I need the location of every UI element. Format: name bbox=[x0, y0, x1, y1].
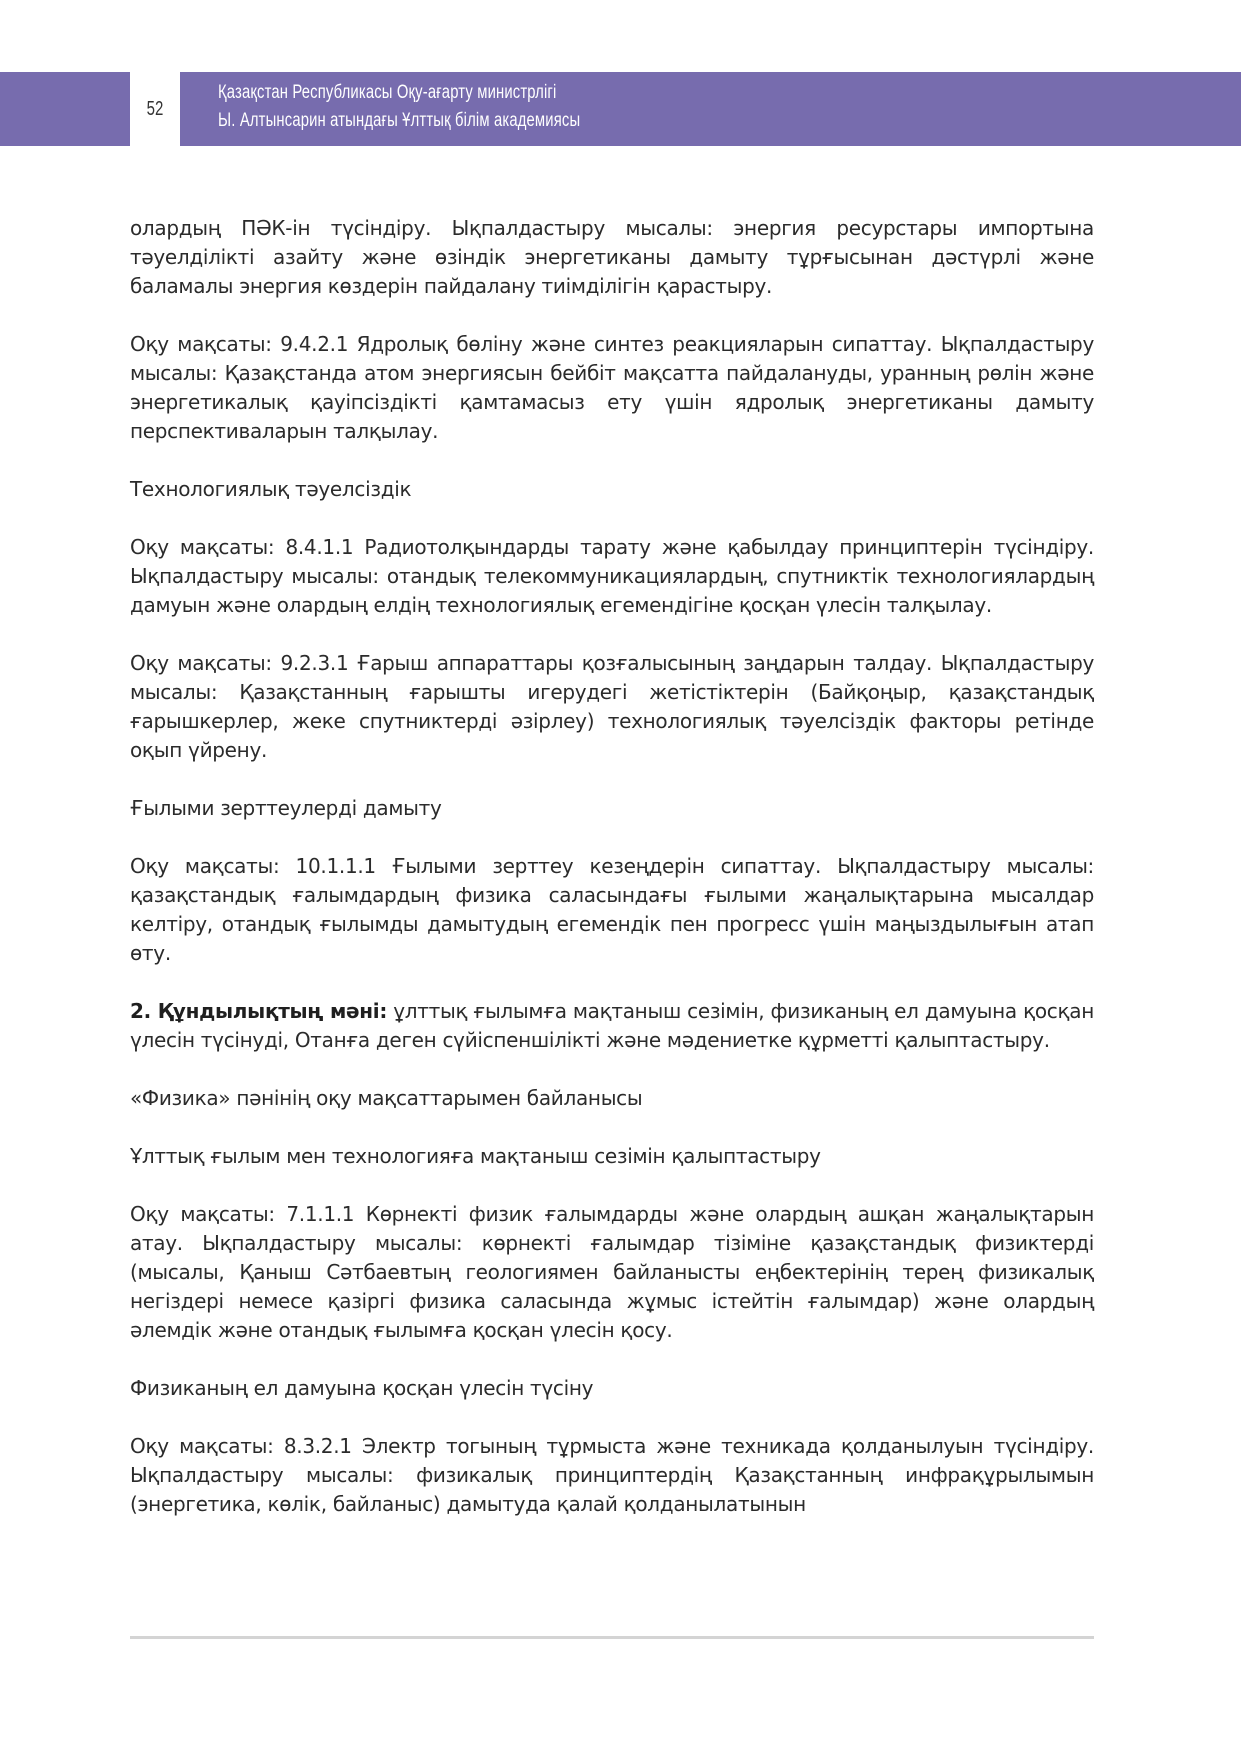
header-academy-name: Ы. Алтынсарин атындағы Ұлттық білім академиясы bbox=[218, 110, 581, 131]
paragraph-physicists: Оқу мақсаты: 7.1.1.1 Көрнекті физик ғалымдарды және олардың ашқан жаңалықтарын атау. Ықпалдастыру мысалы: көрнекті ғалымдар тізіміне қазақстандық физиктерді (мысалы, Қаныш Сәтбаевтың геологиямен байланысты еңбектерінің терең физикалық негіздері немесе қазіргі физика саласында жұмыс істейтін ғалымдар) және олардың әлемдік және отандық ғылымға қосқан үлесін қосу. bbox=[130, 1202, 1094, 1342]
section-heading-national-pride: Ұлттық ғылым мен технологияға мақтаныш сезімін қалыптастыру bbox=[130, 1144, 821, 1168]
footer-divider bbox=[130, 1636, 1094, 1639]
header-ministry-name: Қазақстан Республикасы Оқу-ағарту министрлігі bbox=[218, 82, 557, 103]
value-meaning-label: 2. Құндылықтың мәні: bbox=[130, 999, 388, 1023]
section-heading-research: Ғылыми зерттеулерді дамыту bbox=[130, 796, 442, 820]
paragraph-electric-current: Оқу мақсаты: 8.3.2.1 Электр тогының тұрмыста және техникада қолданылуын түсіндіру. Ықпалдастыру мысалы: физикалық принциптердің Қазақстанның инфрақұрылымын (энергетика, көлік, байланыс) дамытуда қалай қолданылатынын bbox=[130, 1434, 1094, 1516]
header-title-block bbox=[180, 72, 1241, 146]
paragraph-energy-efficiency: олардың ПӘК-ін түсіндіру. Ықпалдастыру мысалы: энергия ресурстары импортына тәуелділікті азайту және өзіндік энергетиканы дамыту тұрғысынан дәстүрлі және баламалы энергия көздерін пайдалану тиімділігін қарастыру. bbox=[130, 216, 1094, 298]
document-body bbox=[130, 214, 1094, 1548]
paragraph-value-meaning bbox=[130, 997, 1094, 1055]
value-meaning-text: ұлттық ғылымға мақтаныш сезімін, физиканың ел дамуына қосқан үлесін түсінуді, Отанға деген сүйіспеншілікті және мәдениетке құрметті қалыптастыру. bbox=[130, 999, 1094, 1052]
paragraph-research-stages: Оқу мақсаты: 10.1.1.1 Ғылыми зерттеу кезеңдерін сипаттау. Ықпалдастыру мысалы: қазақстандық ғалымдардың физика саласындағы ғылыми жаңалықтарына мысалдар келтіру, отандық ғылымды дамытудың егемендік пен прогресс үшін маңыздылығын атап өту. bbox=[130, 854, 1094, 965]
page-number: 52 bbox=[146, 98, 164, 120]
page-header bbox=[0, 72, 1241, 146]
paragraph-spacecraft: Оқу мақсаты: 9.2.3.1 Ғарыш аппараттары қозғалысының заңдарын талдау. Ықпалдастыру мысалы: Қазақстанның ғарышты игерудегі жетістіктерін (Байқоңыр, қазақстандық ғарышкерлер, жеке спутниктерді әзірлеу) технологиялық тәуелсіздік факторы ретінде оқып үйрену. bbox=[130, 651, 1094, 762]
section-heading-contribution: Физиканың ел дамуына қосқан үлесін түсіну bbox=[130, 1376, 594, 1400]
header-accent-block bbox=[0, 72, 130, 146]
section-heading-tech-independence: Технологиялық тәуелсіздік bbox=[130, 477, 412, 501]
section-heading-physics-link: «Физика» пәнінің оқу мақсаттарымен байланысы bbox=[130, 1086, 643, 1110]
paragraph-nuclear-reactions: Оқу мақсаты: 9.4.2.1 Ядролық бөліну және синтез реакцияларын сипаттау. Ықпалдастыру мысалы: Қазақстанда атом энергиясын бейбіт мақсатта пайдалануды, уранның рөлін және энергетикалық қауіпсіздікті қамтамасыз ету үшін ядролық энергетиканы дамыту перспективаларын талқылау. bbox=[130, 332, 1094, 443]
paragraph-radio-waves: Оқу мақсаты: 8.4.1.1 Радиотолқындарды тарату және қабылдау принциптерін түсіндіру. Ықпалдастыру мысалы: отандық телекоммуникациялардың, спутниктік технологиялардың дамуын және олардың елдің технологиялық егемендігіне қосқан үлесін талқылау. bbox=[130, 535, 1094, 617]
